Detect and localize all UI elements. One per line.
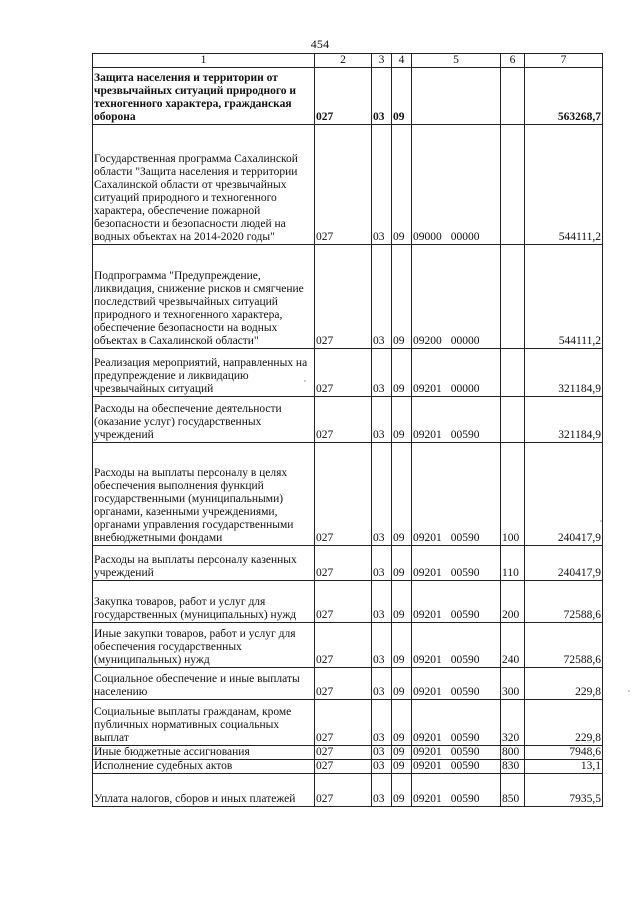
row-expense-type: 240 bbox=[501, 623, 525, 668]
target-article-item: 00590 bbox=[450, 609, 480, 621]
table-row bbox=[93, 760, 603, 774]
row-amount: 240417,9 bbox=[525, 546, 603, 581]
row-amount: 229,8 bbox=[525, 668, 603, 700]
scan-speck bbox=[628, 690, 630, 692]
target-article-item: 00590 bbox=[450, 746, 480, 758]
target-article-program: 09200 bbox=[413, 335, 442, 347]
row-ministry-code: 027 bbox=[315, 760, 372, 774]
target-article-program: 09201 bbox=[413, 746, 442, 758]
row-expense-type bbox=[501, 68, 525, 125]
table-row bbox=[93, 397, 603, 443]
row-ministry-code: 027 bbox=[315, 125, 372, 245]
column-number-2: 2 bbox=[315, 54, 372, 68]
target-article-program: 09000 bbox=[413, 231, 442, 243]
column-number-6: 6 bbox=[501, 54, 525, 68]
column-number-1: 1 bbox=[93, 54, 315, 68]
row-expense-type bbox=[501, 245, 525, 349]
row-name: Расходы на выплаты персоналу в целях обеспечения выполнения функций государственными (муниципальными) органами, казенными учреждениями, органами управления государственными внебюджетными фондами bbox=[93, 443, 315, 546]
table-row bbox=[93, 68, 603, 125]
target-article-item: 00590 bbox=[450, 686, 480, 698]
table-row bbox=[93, 443, 603, 546]
table-row bbox=[93, 581, 603, 623]
row-amount: 321184,9 bbox=[525, 397, 603, 443]
row-section-code: 03 bbox=[372, 397, 392, 443]
row-amount: 563268,7 bbox=[525, 68, 603, 125]
row-expense-type bbox=[501, 397, 525, 443]
row-name: Уплата налогов, сборов и иных платежей bbox=[93, 774, 315, 807]
row-subsection-code: 09 bbox=[392, 623, 412, 668]
table-row bbox=[93, 668, 603, 700]
row-section-code: 03 bbox=[372, 668, 392, 700]
target-article-program: 09201 bbox=[413, 686, 442, 698]
row-subsection-code: 09 bbox=[392, 443, 412, 546]
table-row bbox=[93, 245, 603, 349]
row-name: Социальные выплаты гражданам, кроме публичных нормативных социальных выплат bbox=[93, 700, 315, 746]
row-name: Расходы на выплаты персоналу казенных учреждений bbox=[93, 546, 315, 581]
budget-table bbox=[92, 53, 603, 807]
table-row bbox=[93, 546, 603, 581]
row-expense-type: 830 bbox=[501, 760, 525, 774]
row-amount: 240417,9 bbox=[525, 443, 603, 546]
row-target-article bbox=[412, 774, 501, 807]
row-ministry-code: 027 bbox=[315, 68, 372, 125]
target-article-item: 00590 bbox=[450, 567, 480, 579]
row-section-code: 03 bbox=[372, 623, 392, 668]
row-name: Социальное обеспечение и иные выплаты населению bbox=[93, 668, 315, 700]
row-subsection-code: 09 bbox=[392, 668, 412, 700]
target-article-item: 00590 bbox=[450, 760, 480, 772]
table-row bbox=[93, 700, 603, 746]
row-subsection-code: 09 bbox=[392, 546, 412, 581]
row-ministry-code: 027 bbox=[315, 581, 372, 623]
target-article-program: 09201 bbox=[413, 654, 442, 666]
table-row bbox=[93, 774, 603, 807]
row-target-article bbox=[412, 349, 501, 397]
target-article-program: 09201 bbox=[413, 760, 442, 772]
row-amount: 72588,6 bbox=[525, 581, 603, 623]
table-row bbox=[93, 349, 603, 397]
row-expense-type: 850 bbox=[501, 774, 525, 807]
row-name: Закупка товаров, работ и услуг для государственных (муниципальных) нужд bbox=[93, 581, 315, 623]
target-article-item: 00590 bbox=[450, 654, 480, 666]
target-article-program: 09201 bbox=[413, 532, 442, 544]
row-name: Исполнение судебных актов bbox=[93, 760, 315, 774]
row-ministry-code: 027 bbox=[315, 245, 372, 349]
row-name: Иные бюджетные ассигнования bbox=[93, 746, 315, 760]
target-article-program: 09201 bbox=[413, 383, 442, 395]
table-row bbox=[93, 125, 603, 245]
row-section-code: 03 bbox=[372, 746, 392, 760]
target-article-item: 00590 bbox=[450, 793, 480, 805]
target-article-item: 00000 bbox=[450, 231, 480, 243]
row-subsection-code: 09 bbox=[392, 774, 412, 807]
table-row bbox=[93, 623, 603, 668]
row-expense-type: 300 bbox=[501, 668, 525, 700]
column-number-3: 3 bbox=[372, 54, 392, 68]
row-amount: 229,8 bbox=[525, 700, 603, 746]
target-article-program: 09201 bbox=[413, 793, 442, 805]
row-amount: 72588,6 bbox=[525, 623, 603, 668]
target-article-item: 00000 bbox=[450, 383, 480, 395]
target-article-item: 00000 bbox=[450, 335, 480, 347]
target-article-program: 09201 bbox=[413, 609, 442, 621]
row-ministry-code: 027 bbox=[315, 746, 372, 760]
row-ministry-code: 027 bbox=[315, 623, 372, 668]
row-target-article bbox=[412, 68, 501, 125]
table-row bbox=[93, 746, 603, 760]
target-article-item: 00590 bbox=[450, 732, 480, 744]
row-amount: 321184,9 bbox=[525, 349, 603, 397]
row-target-article bbox=[412, 546, 501, 581]
row-target-article bbox=[412, 623, 501, 668]
target-article-item: 00590 bbox=[450, 532, 480, 544]
row-subsection-code: 09 bbox=[392, 349, 412, 397]
row-subsection-code: 09 bbox=[392, 125, 412, 245]
target-article-program: 09201 bbox=[413, 567, 442, 579]
column-number-5: 5 bbox=[412, 54, 501, 68]
row-subsection-code: 09 bbox=[392, 760, 412, 774]
row-target-article bbox=[412, 700, 501, 746]
target-article-item: 00590 bbox=[450, 429, 480, 441]
row-name: Реализация мероприятий, направленных на предупреждение и ликвидацию чрезвычайных ситуаций bbox=[93, 349, 315, 397]
page-number: 454 bbox=[310, 37, 330, 51]
row-expense-type bbox=[501, 349, 525, 397]
row-section-code: 03 bbox=[372, 443, 392, 546]
row-target-article bbox=[412, 760, 501, 774]
row-target-article bbox=[412, 746, 501, 760]
row-amount: 7935,5 bbox=[525, 774, 603, 807]
row-expense-type: 100 bbox=[501, 443, 525, 546]
row-ministry-code: 027 bbox=[315, 397, 372, 443]
row-target-article bbox=[412, 668, 501, 700]
row-target-article bbox=[412, 397, 501, 443]
row-name: Иные закупки товаров, работ и услуг для обеспечения государственных (муниципальных) нужд bbox=[93, 623, 315, 668]
row-amount: 544111,2 bbox=[525, 125, 603, 245]
row-name: Подпрограмма "Предупреждение, ликвидация, снижение рисков и смягчение последствий чрезвычайных ситуаций природного и техногенного характера, обеспечение безопасности на водных объектах в Сахалинской области" bbox=[93, 245, 315, 349]
scan-speck bbox=[600, 520, 602, 522]
row-amount: 544111,2 bbox=[525, 245, 603, 349]
row-section-code: 03 bbox=[372, 68, 392, 125]
row-ministry-code: 027 bbox=[315, 546, 372, 581]
column-number-4: 4 bbox=[392, 54, 412, 68]
row-section-code: 03 bbox=[372, 581, 392, 623]
row-subsection-code: 09 bbox=[392, 397, 412, 443]
row-name: Расходы на обеспечение деятельности (оказание услуг) государственных учреждений bbox=[93, 397, 315, 443]
row-section-code: 03 bbox=[372, 546, 392, 581]
scan-speck bbox=[304, 380, 306, 382]
row-ministry-code: 027 bbox=[315, 700, 372, 746]
row-subsection-code: 09 bbox=[392, 746, 412, 760]
row-subsection-code: 09 bbox=[392, 700, 412, 746]
row-expense-type: 320 bbox=[501, 700, 525, 746]
row-subsection-code: 09 bbox=[392, 581, 412, 623]
row-expense-type: 110 bbox=[501, 546, 525, 581]
row-ministry-code: 027 bbox=[315, 668, 372, 700]
row-name: Защита населения и территории от чрезвычайных ситуаций природного и техногенного характера, гражданская оборона bbox=[93, 68, 315, 125]
row-name: Государственная программа Сахалинской области "Защита населения и территории Сахалинской области от чрезвычайных ситуаций природного и техногенного характера, обеспечение пожарной безопасности и безопасности людей на водных объектах на 2014-2020 годы" bbox=[93, 125, 315, 245]
row-target-article bbox=[412, 125, 501, 245]
column-number-7: 7 bbox=[525, 54, 603, 68]
row-section-code: 03 bbox=[372, 125, 392, 245]
row-target-article bbox=[412, 581, 501, 623]
row-target-article bbox=[412, 245, 501, 349]
row-section-code: 03 bbox=[372, 700, 392, 746]
target-article-program: 09201 bbox=[413, 732, 442, 744]
column-number-row bbox=[93, 54, 603, 68]
row-ministry-code: 027 bbox=[315, 443, 372, 546]
row-section-code: 03 bbox=[372, 245, 392, 349]
row-target-article bbox=[412, 443, 501, 546]
row-amount: 13,1 bbox=[525, 760, 603, 774]
target-article-program: 09201 bbox=[413, 429, 442, 441]
row-amount: 7948,6 bbox=[525, 746, 603, 760]
row-expense-type bbox=[501, 125, 525, 245]
row-ministry-code: 027 bbox=[315, 774, 372, 807]
row-section-code: 03 bbox=[372, 760, 392, 774]
row-ministry-code: 027 bbox=[315, 349, 372, 397]
row-subsection-code: 09 bbox=[392, 68, 412, 125]
row-subsection-code: 09 bbox=[392, 245, 412, 349]
row-expense-type: 200 bbox=[501, 581, 525, 623]
row-expense-type: 800 bbox=[501, 746, 525, 760]
row-section-code: 03 bbox=[372, 349, 392, 397]
row-section-code: 03 bbox=[372, 774, 392, 807]
